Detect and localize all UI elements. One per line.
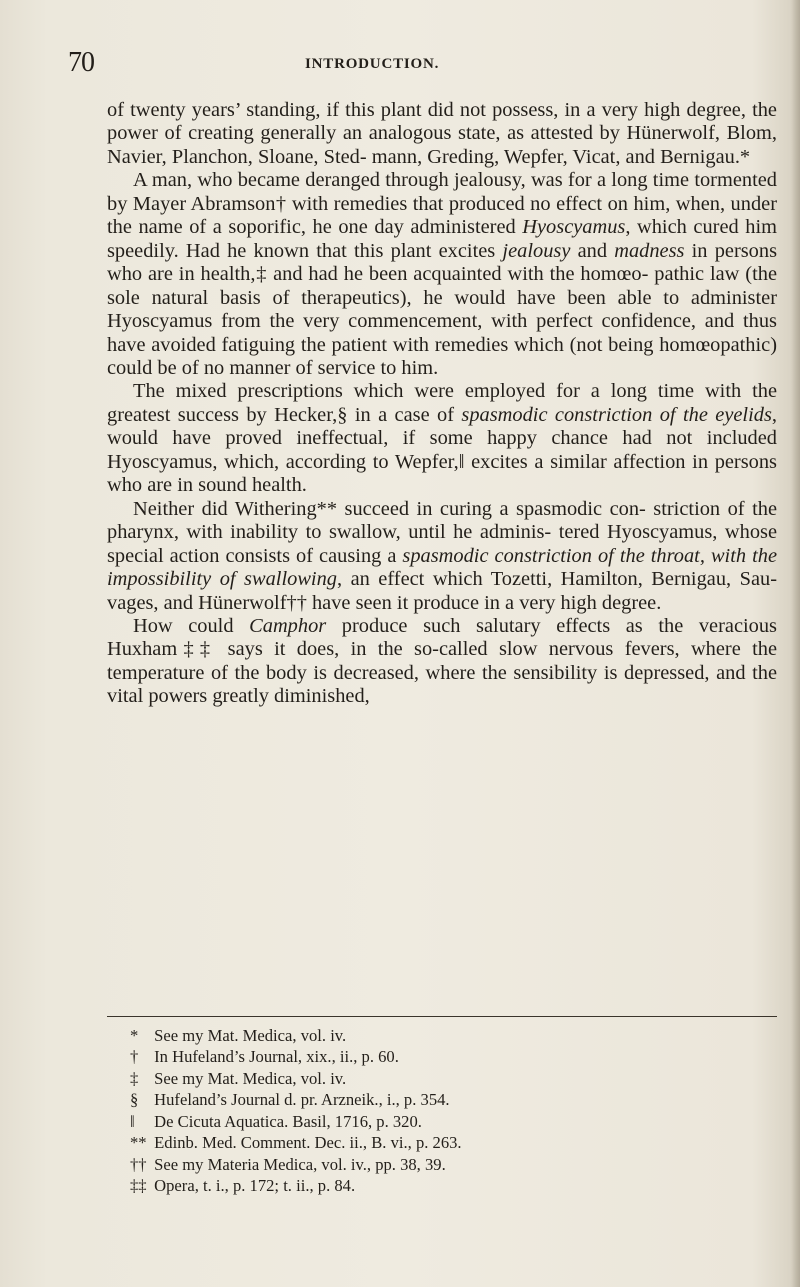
footnote-text: De Cicuta Aquatica. Basil, 1716, p. 320. (154, 1111, 422, 1131)
footnote-text: Edinb. Med. Comment. Dec. ii., B. vi., p. 263. (154, 1133, 462, 1153)
paragraph-5: How could Camphor produce such salutary effects as the veracious Huxham‡‡ says it does, in the so-called slow nervous fevers, where the temperature of the body is decreased, where the sensibility is depressed, and the vital powers greatly diminished, (107, 614, 777, 708)
italic-term: jealousy (502, 239, 571, 262)
footnote-rule (107, 1016, 777, 1017)
paragraph-2: A man, who became deranged through jealousy, was for a long time tormented by Mayer Abramson† with remedies that produced no effect on him, when, under the name of a soporific, he one day administered Hyoscyamus, which cured him speedily. Had he known that this plant excites jealousy and madness in persons who are in health,‡ and had he been acquainted with the homœo- pathic law (the sole natural basis of therapeutics), he would have been able to administer Hyoscyamus from the very commencement, with perfect confidence, and thus have avoided fatiguing the patient with remedies which (not being homœopathic) could be of no manner of service to him. (107, 169, 777, 379)
footnote-text: See my Mat. Medica, vol. iv. (154, 1026, 347, 1045)
footnote (130, 1111, 770, 1132)
footnote-mark: ‡ (130, 1068, 139, 1088)
footnote (130, 1025, 770, 1046)
footnotes (130, 1025, 770, 1197)
page-number: 70 (68, 47, 94, 78)
footnote-text: In Hufeland’s Journal, xix., ii., p. 60. (154, 1047, 399, 1067)
footnote-text: See my Mat. Medica, vol. iv. (154, 1068, 347, 1088)
footnote-mark: ‖ (130, 1111, 135, 1131)
footnote-mark: ** (130, 1133, 147, 1153)
italic-term: Hyoscyamus (522, 216, 626, 239)
footnote-mark: † (130, 1047, 139, 1067)
page-edge-shadow (790, 0, 800, 1287)
footnote (130, 1175, 770, 1196)
running-head: INTRODUCTION. (305, 56, 440, 72)
footnote (130, 1154, 770, 1175)
italic-term: spasmodic constriction of the throat, with the impossibility of swallowing (107, 544, 778, 591)
footnote (130, 1089, 770, 1110)
italic-term: madness (614, 239, 685, 262)
footnote-text: Opera, t. i., p. 172; t. ii., p. 84. (154, 1176, 356, 1196)
footnote-mark: § (130, 1090, 139, 1110)
footnote-mark: ‡‡ (130, 1176, 147, 1196)
paragraph-4: Neither did Withering** succeed in curing a spasmodic con- striction of the pharynx, with inability to swallow, until he adminis- tered Hyoscyamus, whose special action consists of causing a spasmodic constriction of the throat, with the impossibility of swallowing, an effect which Tozetti, Hamilton, Bernigau, Sau- vages, and Hünerwolf†† have seen it produce in a very high degree. (107, 497, 778, 614)
page-header (0, 48, 800, 78)
footnote (130, 1068, 770, 1089)
footnote (130, 1132, 770, 1153)
italic-term: spasmodic constriction of the eyelids (461, 403, 772, 426)
paragraph-3: The mixed prescriptions which were employed for a long time with the greatest success by Hecker,§ in a case of spasmodic constriction of the eyelids, would have proved ineffectual, if some happy chance had not included Hyoscyamus, which, according to Wepfer,‖ excites a similar affection in persons who are in sound health. (107, 380, 777, 497)
italic-term: Camphor (249, 614, 327, 637)
footnote-mark: †† (130, 1154, 147, 1174)
footnote-mark: * (130, 1026, 139, 1045)
paragraph-1: of twenty years’ standing, if this plant did not possess, in a very high degree, the power of creating generally an analogous state, as attested by Hünerwolf, Blom, Navier, Planchon, Sloane, Sted- mann, Greding, Wepfer, Vicat, and Bernigau.* (107, 99, 777, 168)
footnote-text: See my Materia Medica, vol. iv., pp. 38, 39. (154, 1154, 446, 1174)
footnote-text: Hufeland’s Journal d. pr. Arzneik., i., p. 354. (154, 1090, 450, 1110)
body-text (107, 99, 777, 709)
footnote (130, 1046, 770, 1067)
